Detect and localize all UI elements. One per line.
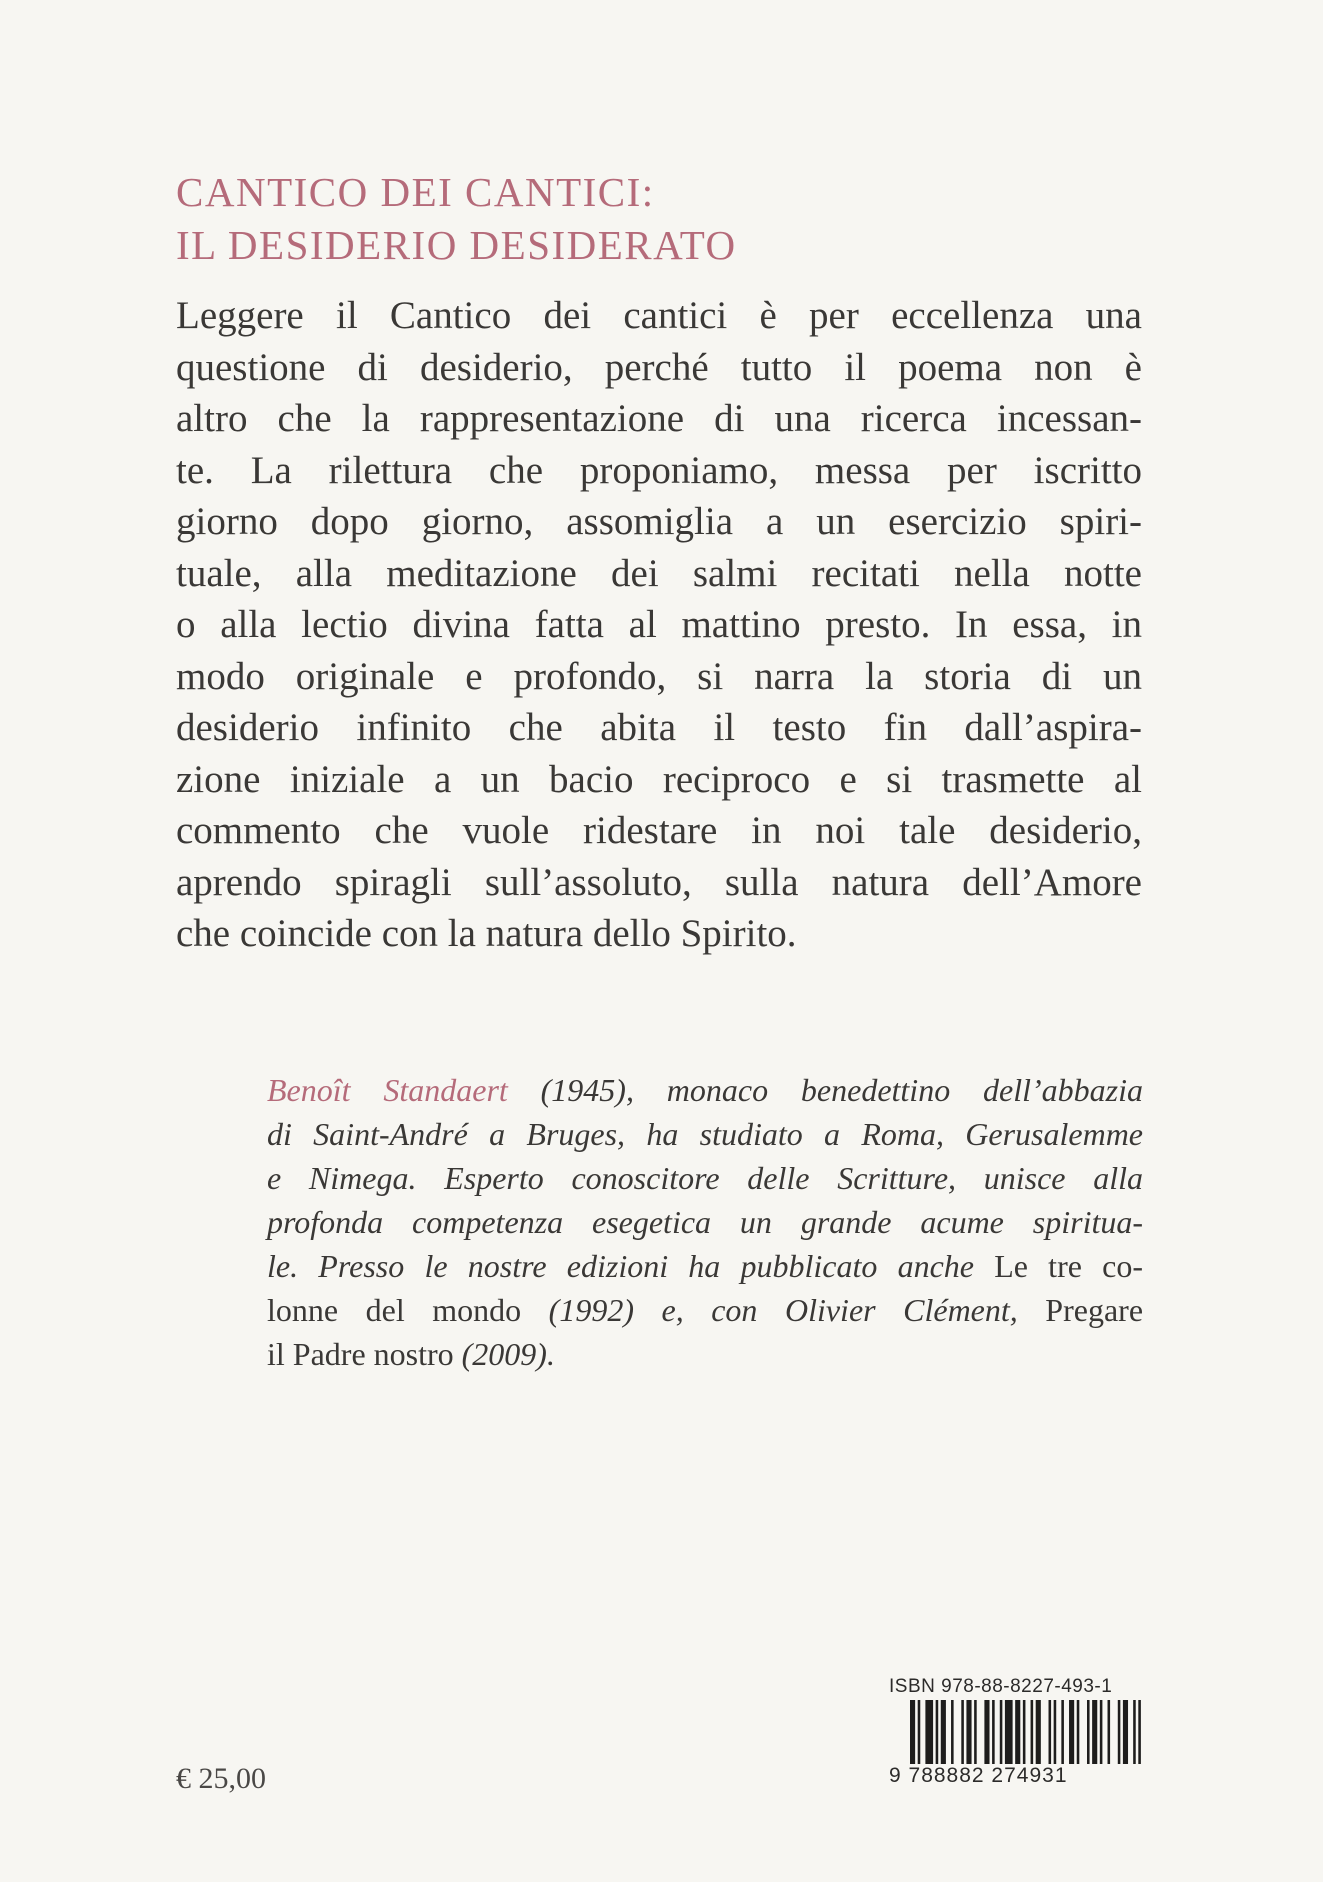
author-bio <box>267 1068 1143 1376</box>
barcode-bar <box>1087 1700 1090 1764</box>
barcode-bar <box>1023 1700 1026 1764</box>
bio-text: (2009). <box>453 1336 555 1372</box>
bio-text: (1992) e, con Olivier Clément, <box>521 1292 1046 1328</box>
blurb-line: desiderio infinito che abita il testo fin dall’aspira- <box>176 706 1142 749</box>
barcode-bar <box>1108 1700 1111 1764</box>
price: € 25,00 <box>176 1762 266 1795</box>
barcode-bar <box>936 1700 939 1764</box>
book-reference: Pregare <box>1045 1292 1144 1328</box>
book-title <box>176 166 737 272</box>
barcode-bar <box>1123 1700 1128 1764</box>
barcode-bar <box>1077 1700 1080 1764</box>
barcode-bar <box>1061 1700 1064 1764</box>
book-title-line-1: CANTICO DEI CANTICI: <box>176 169 655 215</box>
blurb-paragraph <box>176 290 1142 960</box>
bio-line <box>267 1332 1143 1376</box>
barcode-bar <box>1005 1700 1013 1764</box>
barcode-bar <box>1118 1700 1121 1764</box>
blurb-line: tuale, alla meditazione dei salmi recitati nella notte <box>176 551 1142 595</box>
barcode-bar <box>992 1700 995 1764</box>
book-reference: il Padre nostro <box>267 1336 454 1372</box>
barcode-bar <box>1100 1700 1103 1764</box>
bio-line <box>267 1288 1143 1332</box>
barcode-bar <box>1049 1700 1052 1764</box>
blurb-line: altro che la rappresentazione di una ricerca incessan- <box>176 397 1142 440</box>
barcode-bar <box>918 1700 921 1764</box>
barcode-bar <box>1092 1700 1097 1764</box>
book-reference: lonne del mondo <box>267 1292 522 1328</box>
barcode <box>910 1700 1146 1764</box>
bio-line <box>267 1244 1143 1288</box>
bio-text: le. Presso le nostre edizioni ha pubblicato anche <box>267 1248 995 1284</box>
bio-line: profonda competenza esegetica un grande acume spiritua- <box>267 1204 1143 1240</box>
barcode-bar <box>1138 1700 1141 1764</box>
book-title-line-2: IL DESIDERIO DESIDERATO <box>176 222 737 268</box>
bio-line <box>267 1068 1143 1112</box>
bio-line: di Saint-André a Bruges, ha studiato a Roma, Gerusalemme <box>267 1116 1143 1152</box>
bio-text: (1945), monaco benedettino dell’abbazia <box>507 1072 1143 1108</box>
blurb-line: che coincide con la natura dello Spirito. <box>176 912 797 955</box>
barcode-bar <box>1015 1700 1020 1764</box>
barcode-bar <box>910 1700 915 1764</box>
blurb-line: aprendo spiragli sull’assoluto, sulla natura dell’Amore <box>176 860 1142 904</box>
barcode-bar <box>1031 1700 1034 1764</box>
barcode-bar <box>984 1700 989 1764</box>
author-name: Benoît Standaert <box>267 1072 508 1108</box>
blurb-line: questione di desiderio, perché tutto il poema non è <box>176 345 1142 389</box>
barcode-bar <box>961 1700 964 1764</box>
barcode-bar <box>925 1700 933 1764</box>
barcode-bar <box>1069 1700 1074 1764</box>
barcode-bar <box>951 1700 954 1764</box>
barcode-digits: 9 788882 274931 <box>889 1764 1068 1787</box>
blurb-line: giorno dopo giorno, assomiglia a un esercizio spiri- <box>176 500 1142 543</box>
barcode-bar <box>1054 1700 1057 1764</box>
barcode-bar <box>1133 1700 1136 1764</box>
barcode-bar <box>1036 1700 1041 1764</box>
barcode-bar <box>966 1700 971 1764</box>
blurb-line: zione iniziale a un bacio reciproco e si trasmette al <box>176 757 1142 801</box>
blurb-line: te. La rilettura che proponiamo, messa per iscritto <box>176 448 1142 492</box>
blurb-line: modo originale e profondo, si narra la storia di un <box>176 654 1142 698</box>
isbn-label: ISBN 978-88-8227-493-1 <box>889 1676 1113 1697</box>
bio-line: e Nimega. Esperto conoscitore delle Scritture, unisce alla <box>267 1160 1143 1196</box>
book-reference: Le tre co- <box>994 1248 1143 1284</box>
barcode-bar <box>974 1700 977 1764</box>
barcode-bar <box>1000 1700 1003 1764</box>
blurb-line: commento che vuole ridestare in noi tale desiderio, <box>176 809 1142 852</box>
blurb-line: Leggere il Cantico dei cantici è per eccellenza una <box>176 294 1142 337</box>
barcode-bar <box>941 1700 946 1764</box>
blurb-line: o alla lectio divina fatta al mattino presto. In essa, in <box>176 603 1142 646</box>
